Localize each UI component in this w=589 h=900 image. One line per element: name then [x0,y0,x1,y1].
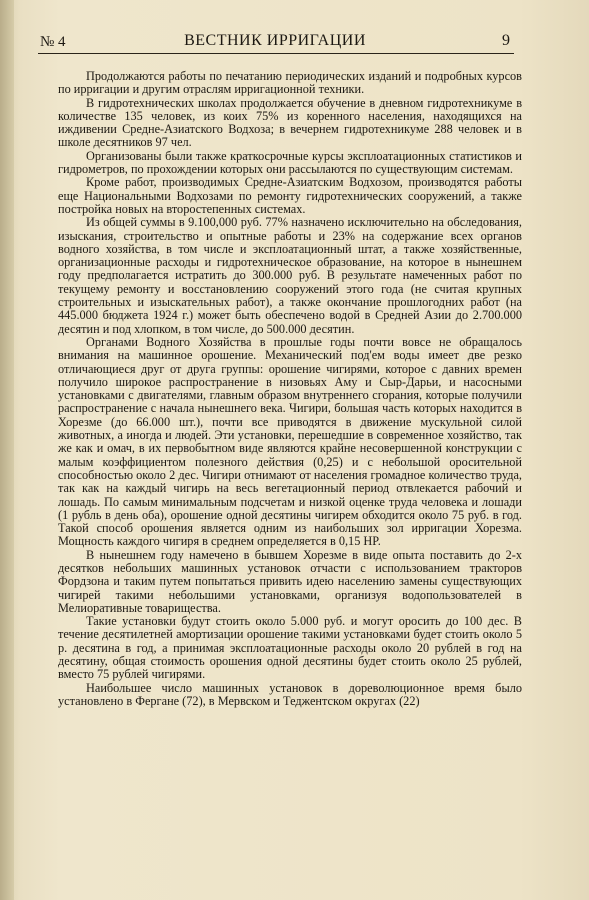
paragraph: Такие установки будут стоить около 5.000 руб. и могут оросить до 100 дес. В течение десятилетней амортизации орошение такими установками будет стоить около 5 р. десятина в год, а принимая эксплоатационные расходы около 20 рублей в год на десятину, общая стоимость орошения одной десятины будет стоить около 25 рублей, вместо 75 рублей чигирями. [58,614,522,682]
paragraph: Кроме работ, производимых Средне-Азиатским Водхозом, производятся работы еще Национальными Водхозами по ремонту гидротехнических сооружений, а также постройка новых на второстепенных системах. [58,175,522,216]
article-body [58,70,522,708]
paragraph: В нынешнем году намечено в бывшем Хорезме в виде опыта поставить до 2-х десятков небольших машинных установок отчасти с использованием тракторов Фордзона и таким путем попытаться привить идею населению замены существующих чигирей такими небольшими установками, организуя водопользователей в Мелиоративные товарищества. [58,547,522,615]
journal-title: ВЕСТНИК ИРРИГАЦИИ [184,32,366,49]
paragraph: В гидротехнических школах продолжается обучение в дневном гидротехникуме в количестве 135 человек, из коих 75% из коренного населения, находящихся на иждивении Средне-Азиатского Водхоза; в вечернем гидротехникуме 288 человек и в школе десятников 97 чел. [58,95,522,150]
running-header [38,30,512,52]
issue-number: № 4 [40,34,66,50]
page-number: 9 [502,32,510,49]
paragraph: Из общей суммы в 9.100,000 руб. 77% назначено исключительно на обследования, изыскания, строительство и опытные работы и 23% на содержание всех органов водного хозяйства, в том числе и эксплоатационный штат, а также хозяйственные, организационные расходы и гидротехническое образование, на которое в нынешнем году предполагается истратить до 300.000 руб. В результате намеченных работ по текущему ремонту и восстановлению сооружений этого года (не считая крупных строительных и изыскательных работ), а также окончание прошлогодних работ (на 445.000 бюджета 1924 г.) может быть обеспечено водой в Средней Азии до 2.700.000 десятин и под хлопком, в том числе, до 500.000 десятин. [58,215,522,336]
header-rule [38,53,514,54]
paragraph: Продолжаются работы по печатанию периодических изданий и подробных курсов по ирригации и другим отраслям ирригационной техники. [58,69,522,97]
paragraph: Наибольшее число машинных установок в дореволюционное время было установлено в Фергане (72), в Мервском и Теджентском округах (22) [58,680,522,708]
page-spine-shadow [0,0,14,900]
paragraph: Организованы были также краткосрочные курсы эксплоатационных статистиков и гидрометров, по прохождении которых они рассылаются по существующим системам. [58,148,522,177]
paragraph: Органами Водного Хозяйства в прошлые годы почти вовсе не обращалось внимания на машинное орошение. Механический под'ем воды имеет две резко отличающиеся друг от друга группы: орошение чигирями, которое с давних времен получило широкое распространение в низовьях Аму и Сыр-Дарьи, и насосными установками с двигателями, главным образом внутреннего сгорания, которые получили распространение с начала нынешнего века. Чигири, большая часть которых находится в Хорезме (до 66.000 шт.), почти все приводятся в движение мускульной силой животных, а иногда и людей. Эти установки, перешедшие в современное хозяйство, так же как и омач, в их первобытном виде являются крайне несовершенной конструкции с малым коэффициентом полезного действия (0,25) и с небольшой оросительной способностью около 2 дес. Чигири отнимают от населения громадное количество труда, так как на каждый чигирь на весь вегетационный период отвлекается рабочий и лошадь. По самым минимальным подсчетам и низкой оценке труда человека и лошади (1 рубль в день оба), орошение одной десятины чигирем обходится около 75 руб. в год. Такой способ орошения является одним из наибольших зол ирригации Хорезма. Мощность каждого чигиря в среднем определяется в 0,15 HP. [58,334,522,549]
